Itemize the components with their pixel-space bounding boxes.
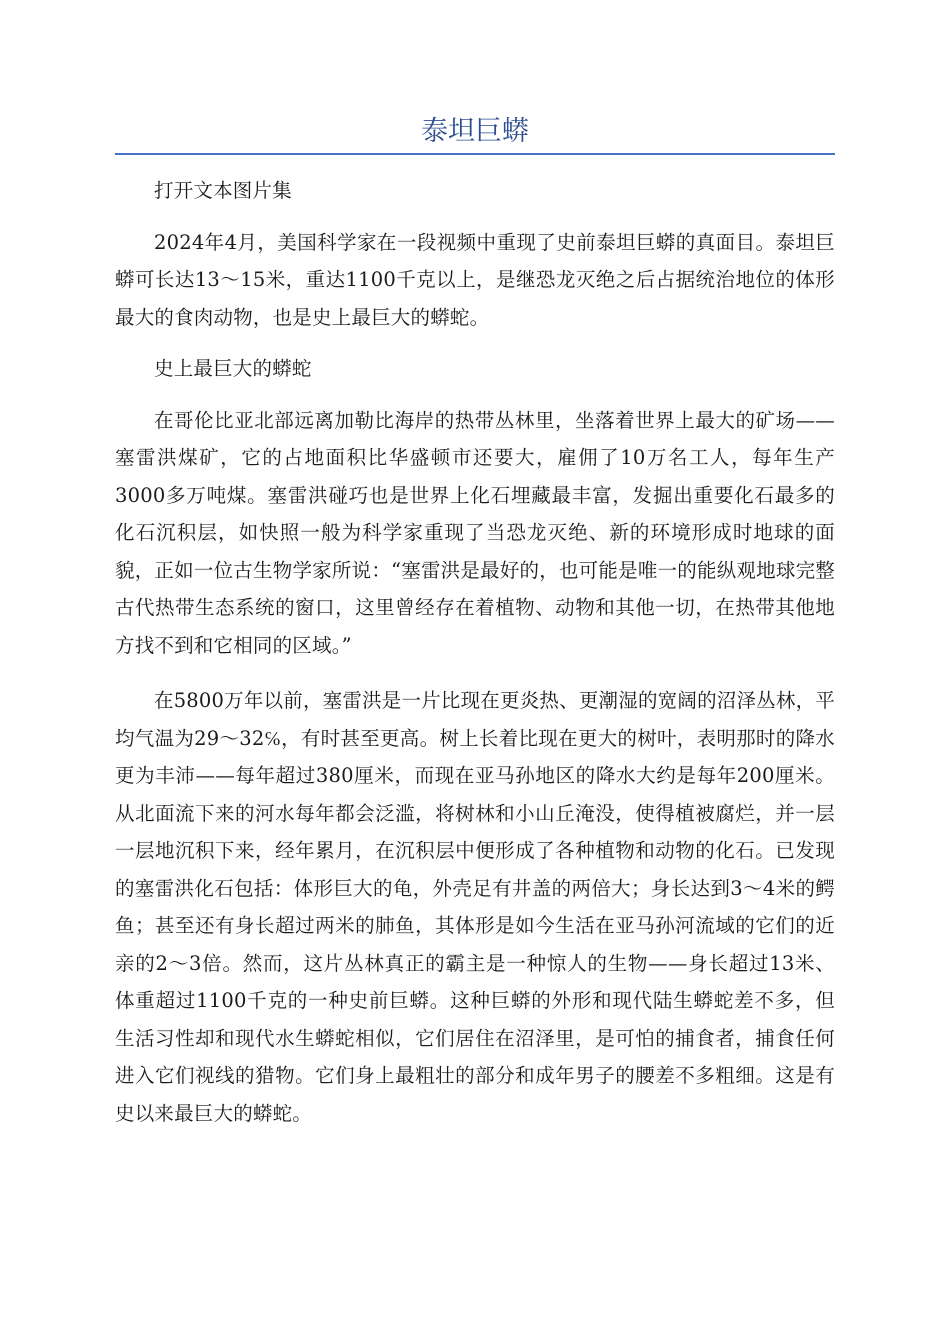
paragraph-ancient-jungle: 在5800万年以前，塞雷洪是一片比现在更炎热、更潮湿的宽阔的沼泽丛林，平均气温为29～32℅，有时甚至更高。树上长着比现在更大的树叶，表明那时的降水更为丰沛——每年超过380厘米，而现在亚马孙地区的降水大约是每年200厘米。从北面流下来的河水每年都会泛滥，将树林和小山丘淹没，使得植被腐烂，并一层一层地沉积下来，经年累月，在沉积层中便形成了各种植物和动物的化石。已发现的塞雷洪化石包括：体形巨大的龟，外壳足有井盖的两倍大；身长达到3～4米的鳄鱼；甚至还有身长超过两米的肺鱼，其体形是如今生活在亚马孙河流域的它们的近亲的2～3倍。然而，这片丛林真正的霸主是一种惊人的生物——身长超过13米、体重超过1100千克的一种史前巨蟒。这种巨蟒的外形和现代陆生蟒蛇差不多，但生活习性却和现代水生蟒蛇相似，它们居住在沼泽里，是可怕的捕食者，捕食任何进入它们视线的猎物。它们身上最粗壮的部分和成年男子的腰差不多粗细。这是有史以来最巨大的蟒蛇。 (115, 689, 835, 1125)
page-title: 泰坦巨蟒 (421, 116, 529, 147)
paragraph-intro: 2024年4月，美国科学家在一段视频中重现了史前泰坦巨蟒的真面目。泰坦巨蟒可长达13～15米，重达1100千克以上，是继恐龙灭绝之后占据统治地位的体形最大的食肉动物，也是史上最巨大的蟒蛇。 (115, 230, 835, 329)
section-heading: 史上最巨大的蟒蛇 (154, 357, 312, 380)
document-body (115, 172, 835, 1132)
paragraph-cerrejon-mine: 在哥伦比亚北部远离加勒比海岸的热带丛林里，坐落着世界上最大的矿场——塞雷洪煤矿，它的占地面积比华盛顿市还要大，雇佣了10万名工人，每年生产3000多万吨煤。塞雷洪碰巧也是世界上化石埋藏最丰富，发掘出重要化石最多的化石沉积层，如快照一般为科学家重现了当恐龙灭绝、新的环境形成时地球的面貌，正如一位古生物学家所说：“塞雷洪是最好的，也可能是唯一的能纵观地球完整古代热带生态系统的窗口，这里曾经存在着植物、动物和其他一切，在热带其他地方找不到和它相同的区域。” (115, 408, 835, 657)
paragraph-gallery-link: 打开文本图片集 (154, 179, 292, 202)
title-underline (115, 153, 835, 155)
